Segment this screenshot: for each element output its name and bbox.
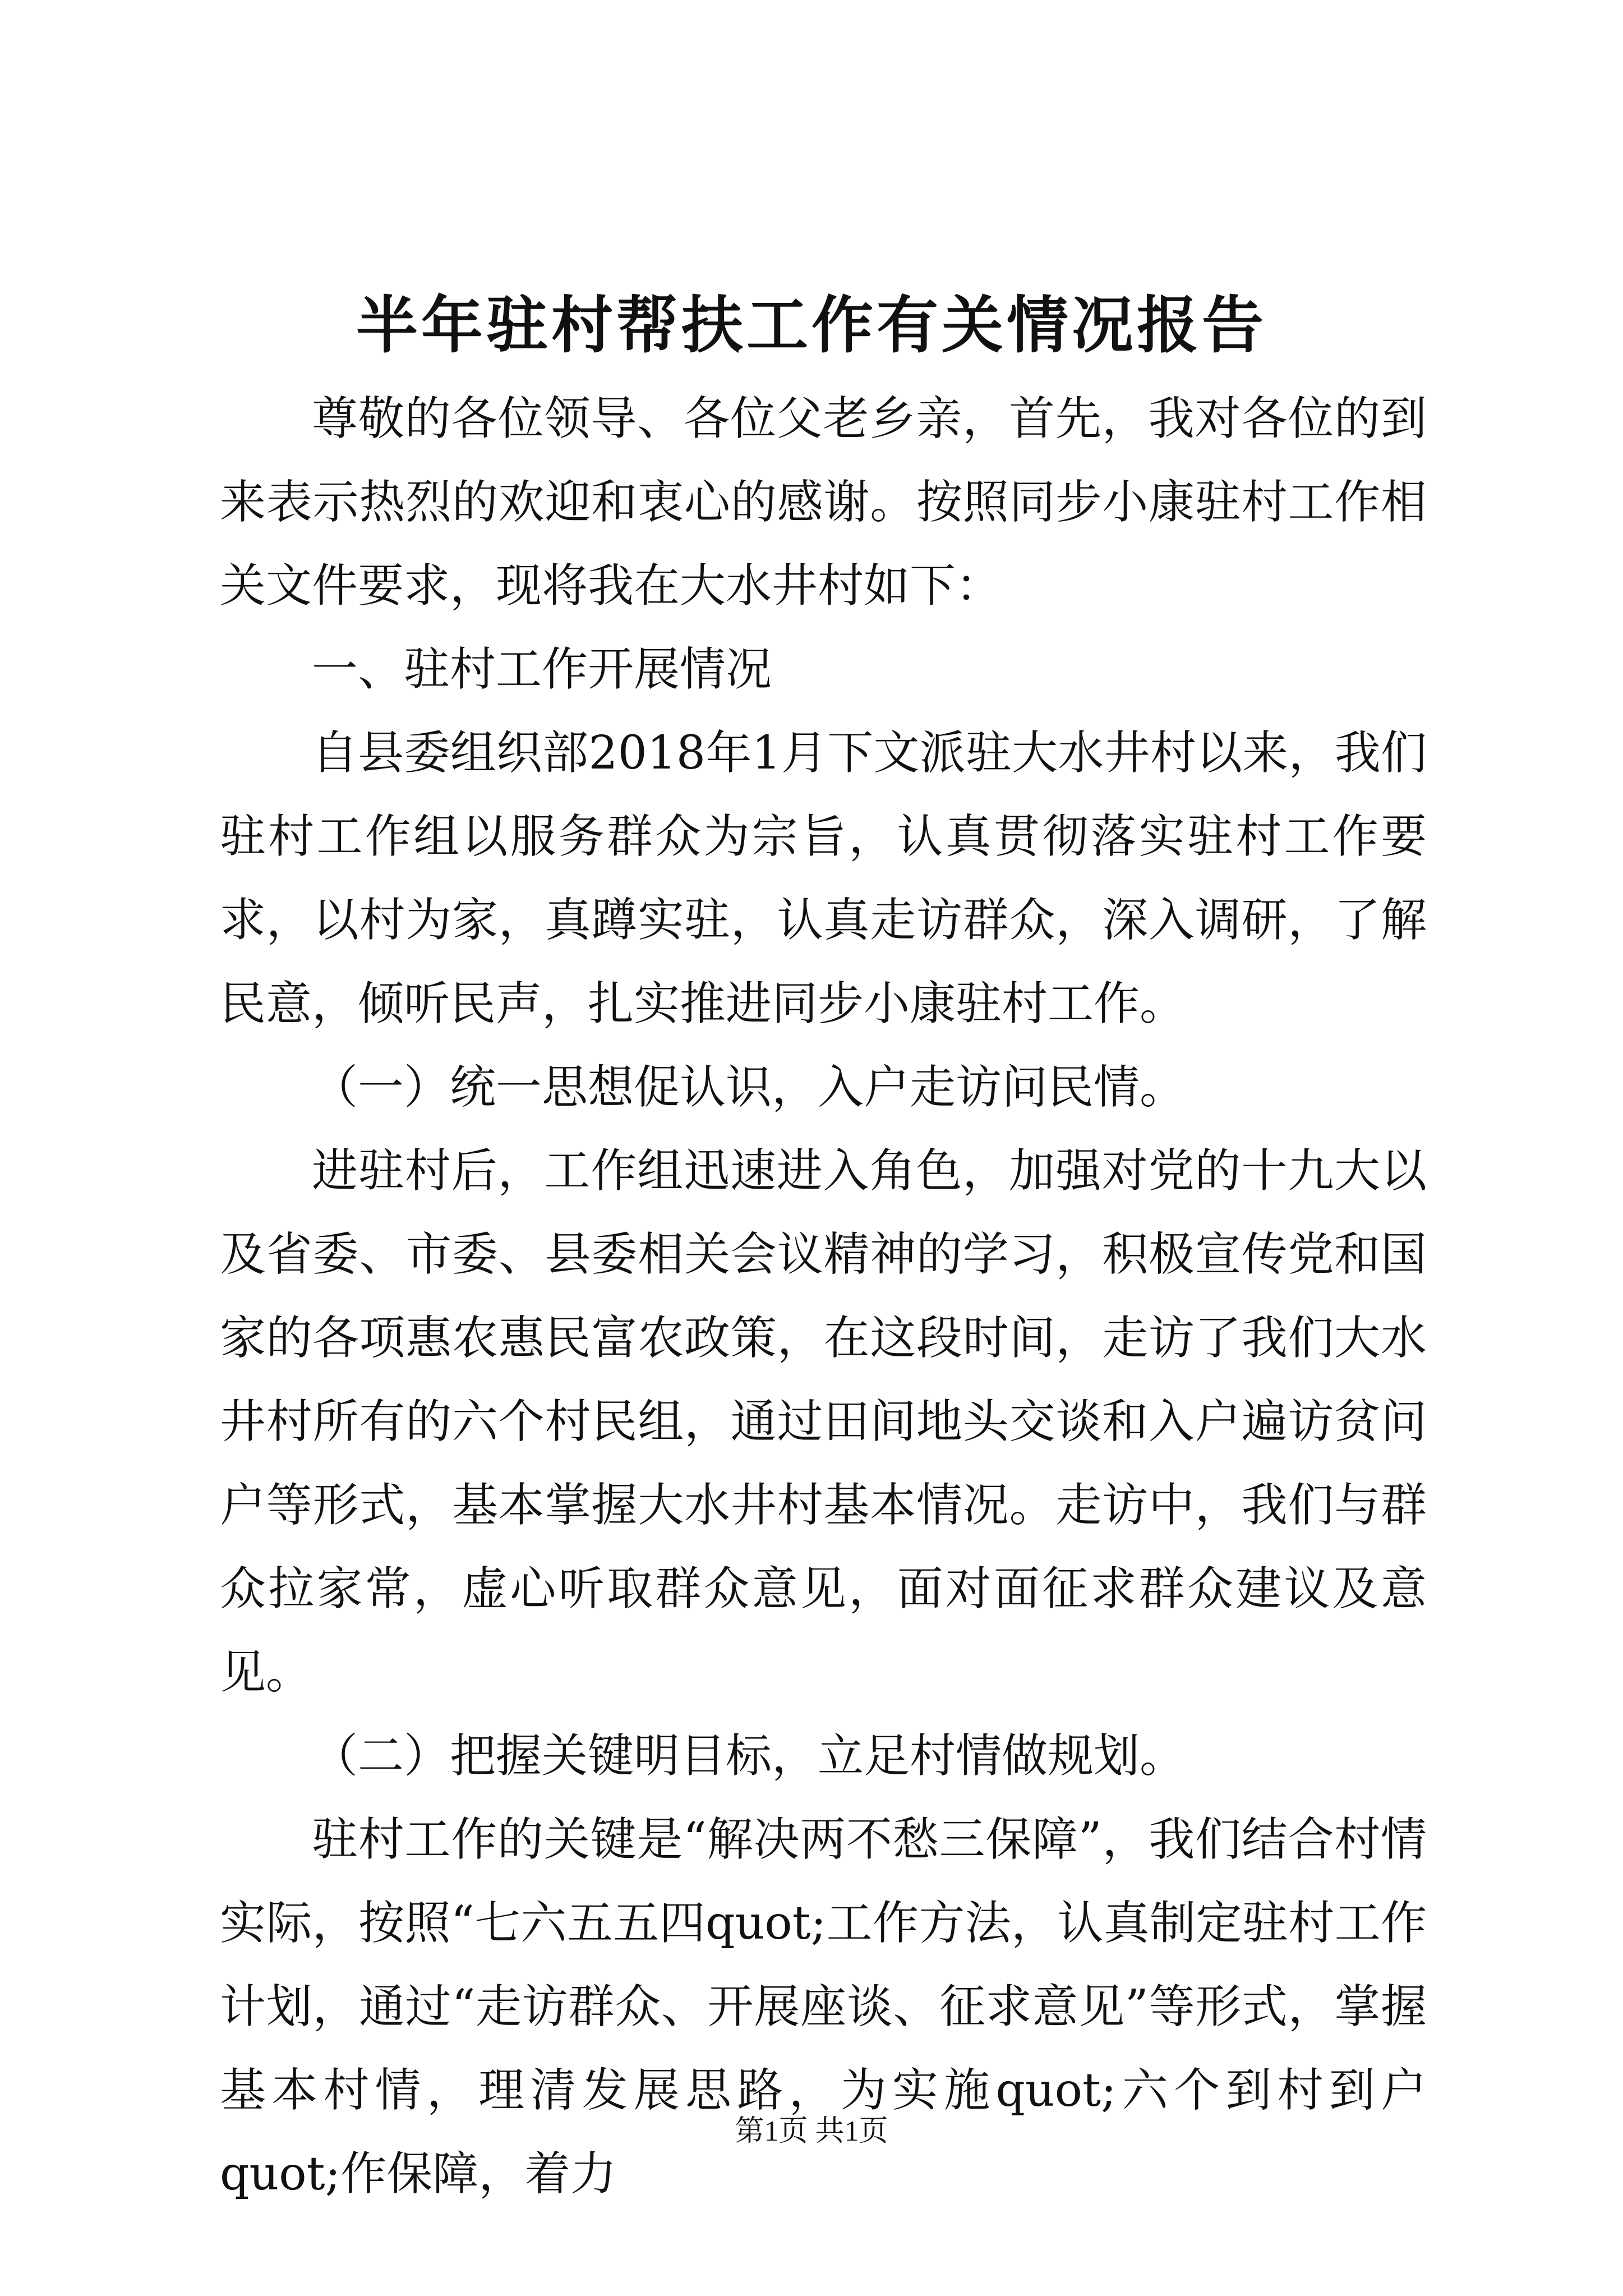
- paragraph-planning: 驻村工作的关键是“解决两不愁三保障”，我们结合村情实际，按照“七六五五四quot;工作方法，认真制定驻村工作计划，通过“走访群众、开展座谈、征求意见”等形式，掌握基本村情，理清发展思路，为实施quot;六个到村到户quot;作保障，着力: [220, 1813, 1427, 2201]
- subsection-heading-2: （二）把握关键明目标，立足村情做规划。: [312, 1729, 1186, 1783]
- page-footer: 第1页 共1页: [735, 2115, 888, 2147]
- subsection-heading-1: （一）统一思想促认识，入户走访问民情。: [312, 1061, 1186, 1114]
- document-title: 半年驻村帮扶工作有关情况报告: [356, 289, 1267, 361]
- paragraph-overview: 自县委组织部2018年1月下文派驻大水井村以来，我们驻村工作组以服务群众为宗旨，认真贯彻落实驻村工作要求，以村为家，真蹲实驻，认真走访群众，深入调研，了解民意，倾听民声，扎实推进同步小康驻村工作。: [220, 726, 1427, 1030]
- document-body: [220, 377, 1427, 2216]
- paragraph-greeting: 尊敬的各位领导、各位父老乡亲，首先，我对各位的到来表示热烈的欢迎和衷心的感谢。按照同步小康驻村工作相关文件要求，现将我在大水井村如下：: [220, 392, 1427, 613]
- paragraph-visits: 进驻村后，工作组迅速进入角色，加强对党的十九大以及省委、市委、县委相关会议精神的学习，积极宣传党和国家的各项惠农惠民富农政策，在这段时间，走访了我们大水井村所有的六个村民组，通过田间地头交谈和入户遍访贫问户等形式，基本掌握大水井村基本情况。走访中，我们与群众拉家常，虚心听取群众意见，面对面征求群众建议及意见。: [220, 1144, 1427, 1699]
- section-heading-1: 一、驻村工作开展情况: [312, 643, 772, 696]
